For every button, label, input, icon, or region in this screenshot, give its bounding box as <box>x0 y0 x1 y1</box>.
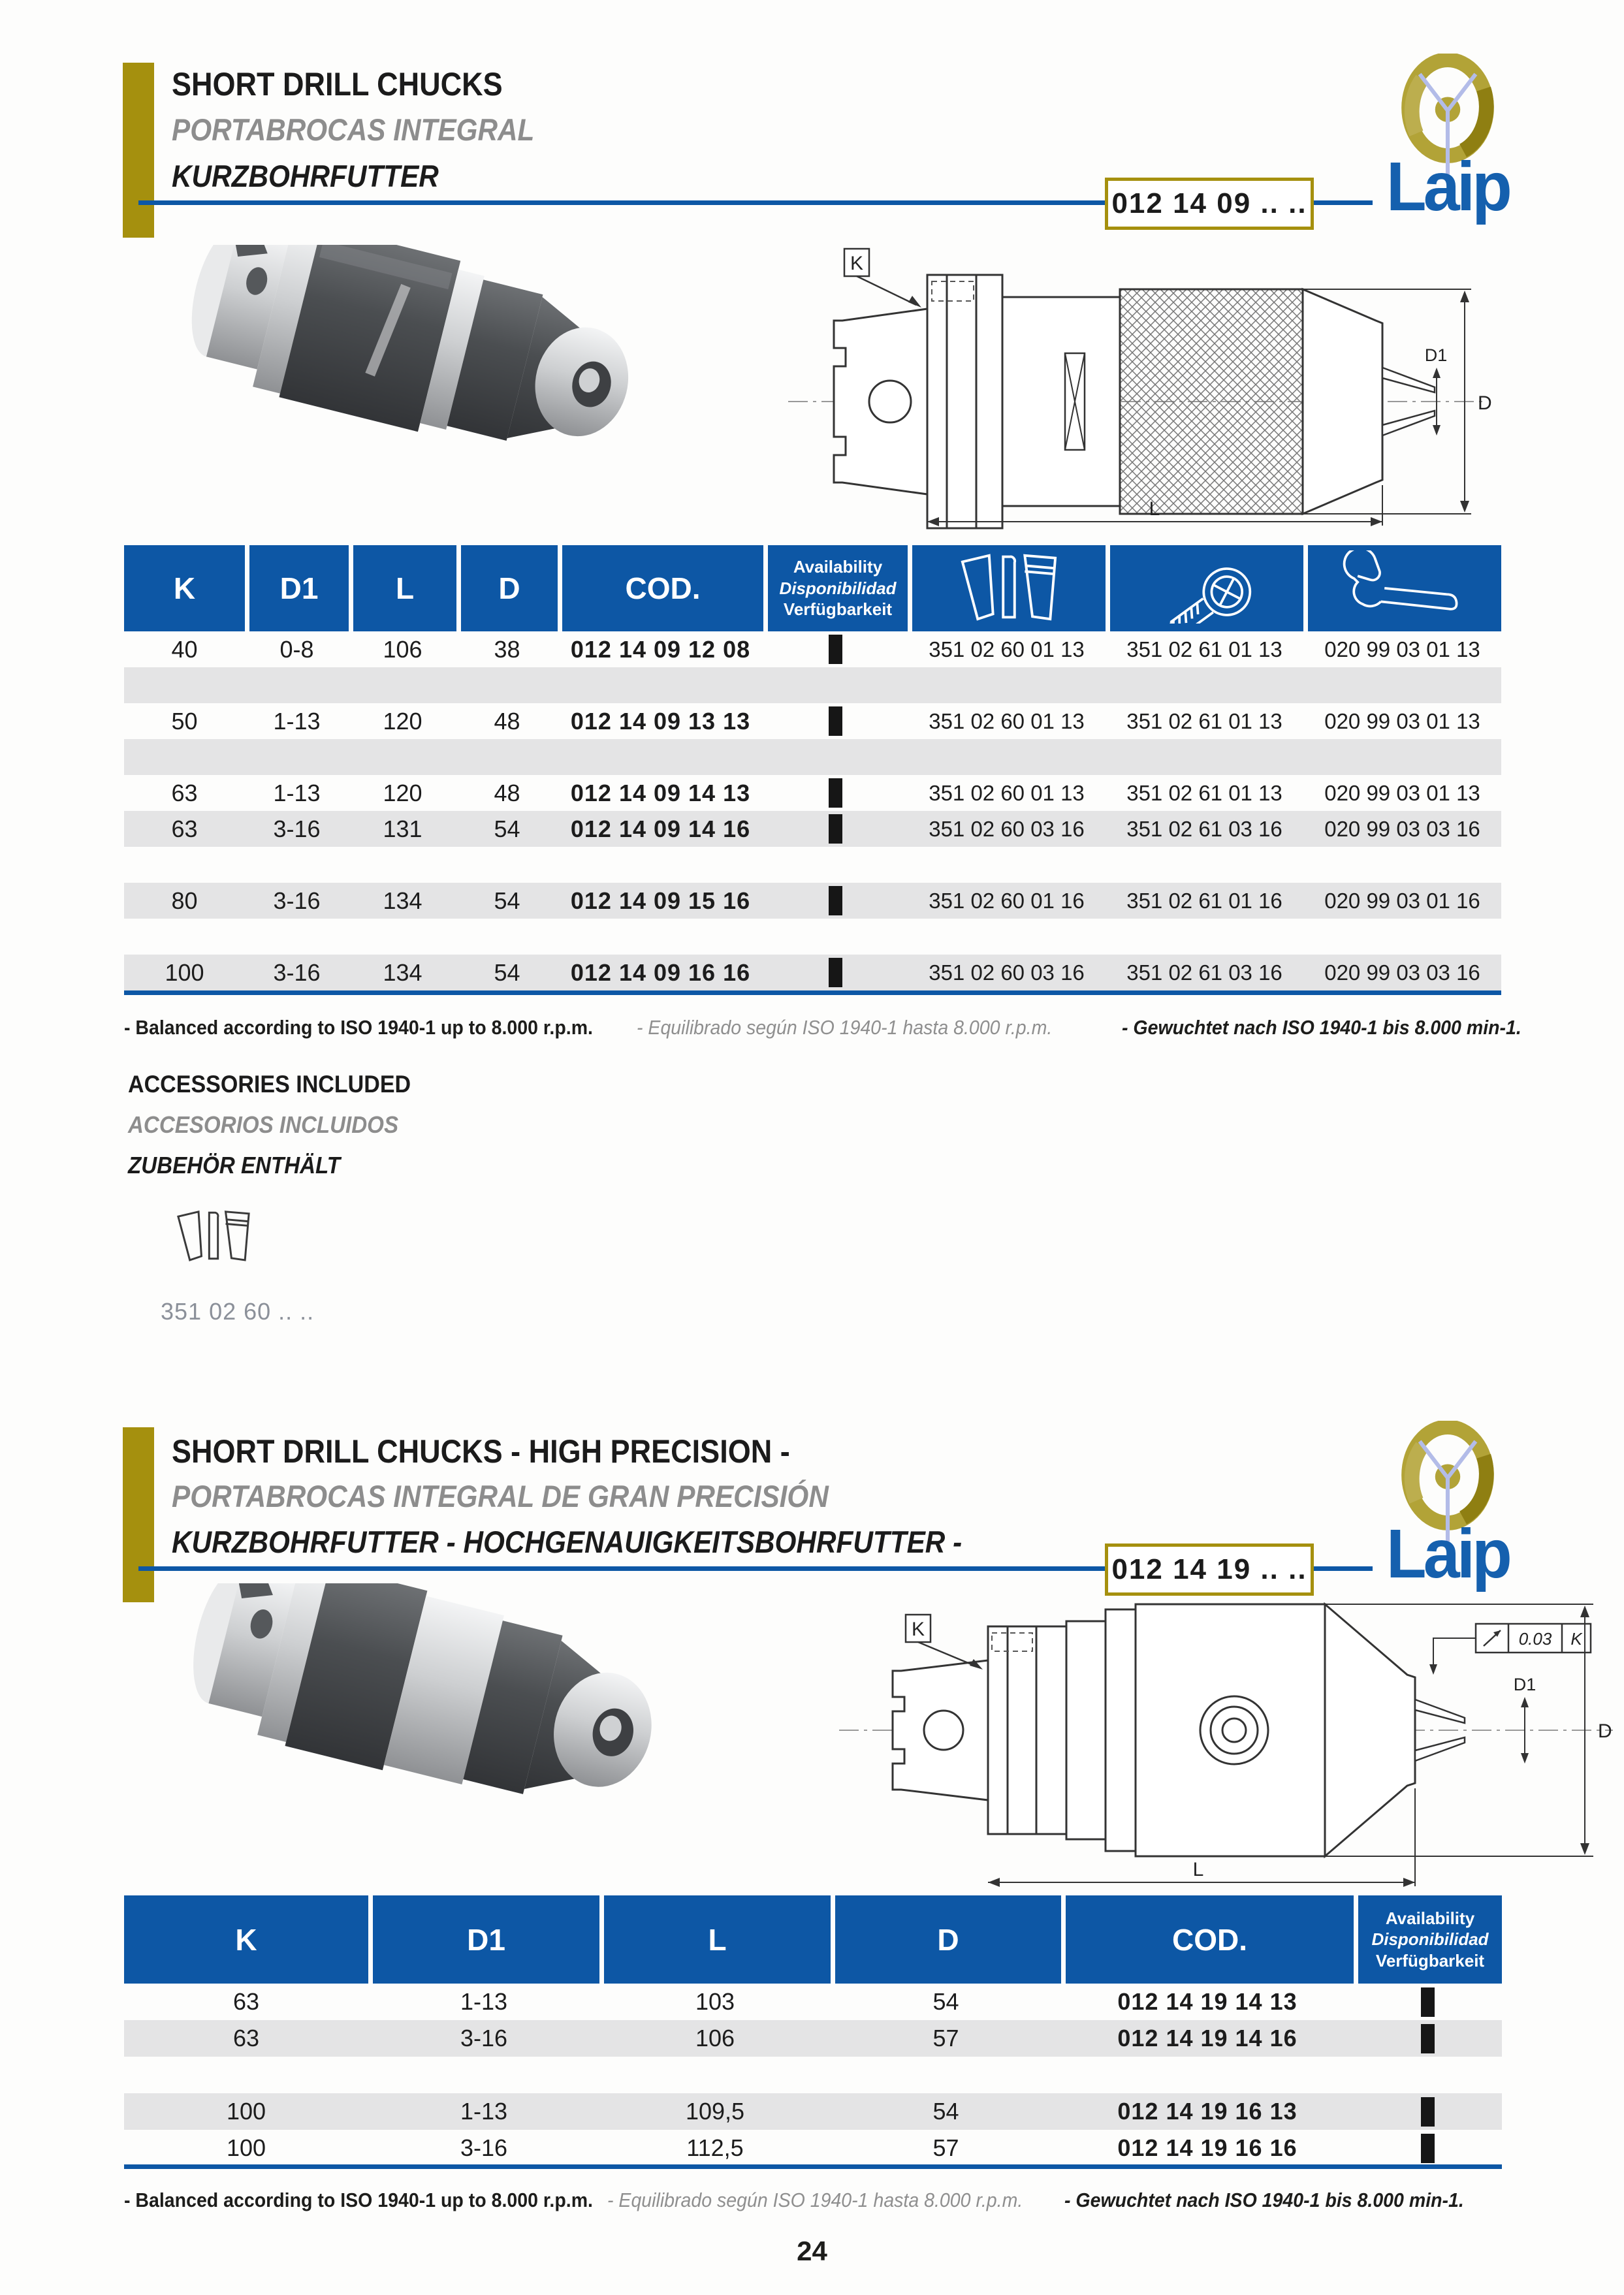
section2-title-de: KURZBOHRFUTTER - HOCHGENAUIGKEITSBOHRFUTTER - <box>172 1525 963 1559</box>
dim-l-label: L <box>1149 498 1160 520</box>
table-cell: 1-13 <box>273 707 321 735</box>
availability-block-icon <box>1421 2134 1435 2163</box>
empty-row-cell <box>124 739 1501 775</box>
runout-tolerance-frame <box>1429 1624 1591 1675</box>
empty-row-cell <box>124 2057 1502 2093</box>
drill-chuck-photo <box>147 245 633 532</box>
table-cell: 120 <box>383 779 422 806</box>
table2-bottom-rule <box>124 2164 1502 2169</box>
section1-code-box: 012 14 09 .. .. <box>1105 178 1314 230</box>
col-header-screw <box>1106 545 1303 631</box>
laip-logo <box>1353 54 1542 225</box>
table-cell: 106 <box>383 635 422 663</box>
availability-block-icon <box>829 706 842 736</box>
col-header-availability: Availability Disponibilidad Verfügbarkeit <box>1354 1895 1502 1984</box>
footnote-de: - Gewuchtet nach ISO 1940-1 bis 8.000 min-1. <box>1064 2189 1464 2211</box>
availability-marker <box>763 811 908 847</box>
table1-bottom-rule <box>124 990 1501 995</box>
spec-table-section1 <box>124 545 1501 990</box>
footnote-en: - Balanced according to ISO 1940-1 up to 8.000 r.p.m. <box>124 1016 593 1039</box>
table-row <box>124 1984 1502 2020</box>
dim-d1-label: D1 <box>1513 1675 1536 1694</box>
availability-block-icon <box>829 814 842 844</box>
col-header-d1: D1 <box>368 1895 599 1984</box>
availability-marker <box>763 955 908 990</box>
table-cell: 57 <box>932 2025 959 2051</box>
table-cell: 112,5 <box>686 2134 744 2161</box>
table-cell: 012 14 09 14 13 <box>570 779 751 806</box>
table-cell: 63 <box>232 2025 260 2051</box>
table-cell: 351 02 60 01 13 <box>929 708 1085 733</box>
table-cell: 020 99 03 01 13 <box>1324 637 1480 661</box>
footnote-es: - Equilibrado según ISO 1940-1 hasta 8.000 r.p.m. <box>637 1016 1053 1039</box>
availability-block-icon <box>829 778 842 808</box>
table-cell: 100 <box>165 958 204 986</box>
section2-title-en: SHORT DRILL CHUCKS - HIGH PRECISION - <box>172 1433 790 1470</box>
table-cell: 1-13 <box>273 779 321 806</box>
table-cell: 3-16 <box>460 2134 508 2161</box>
availability-marker <box>1354 1984 1502 2020</box>
table-row <box>124 919 1501 955</box>
table-cell: 020 99 03 01 16 <box>1324 888 1480 913</box>
dim-l-label: L <box>1192 1859 1204 1880</box>
availability-marker <box>763 775 908 811</box>
table-cell: 012 14 19 16 13 <box>1117 2098 1298 2125</box>
table-cell: 012 14 09 15 16 <box>570 887 751 914</box>
technical-drawing <box>833 1564 1619 1893</box>
table-row <box>124 955 1501 990</box>
table-cell: 012 14 09 14 16 <box>570 815 751 842</box>
table-row <box>124 631 1501 667</box>
laip-logo-text: Laip <box>1386 1515 1510 1592</box>
table-cell: 351 02 61 01 13 <box>1126 637 1282 661</box>
table-cell: 020 99 03 01 13 <box>1324 708 1480 733</box>
col-header-availability: Availability Disponibilidad Verfügbarkeit <box>763 545 908 631</box>
availability-marker <box>763 631 908 667</box>
table-row <box>124 883 1501 919</box>
table-cell: 351 02 61 01 16 <box>1126 888 1282 913</box>
table-cell: 0-8 <box>279 635 314 663</box>
accessories-code: 351 02 60 .. .. <box>161 1298 315 1325</box>
table-cell: 351 02 61 03 16 <box>1126 816 1282 841</box>
availability-marker <box>1354 2130 1502 2166</box>
table-cell: 012 14 09 12 08 <box>570 635 751 663</box>
table-cell: 3-16 <box>273 958 321 986</box>
availability-block-icon <box>1421 2097 1435 2127</box>
table-row <box>124 2057 1502 2093</box>
dim-d-label: D <box>1478 392 1492 414</box>
table-cell: 351 02 60 01 13 <box>929 637 1085 661</box>
table-cell: 012 14 19 14 13 <box>1117 1988 1298 2015</box>
col-header-d: D <box>831 1895 1061 1984</box>
col-header-l: L <box>349 545 456 631</box>
datum-k-label: K <box>911 1619 925 1640</box>
col-header-wrench <box>1303 545 1501 631</box>
footnote-es: - Equilibrado según ISO 1940-1 hasta 8.000 r.p.m. <box>607 2189 1023 2211</box>
table-cell: 012 14 09 13 13 <box>570 707 751 735</box>
table-row <box>124 847 1501 883</box>
table-cell: 40 <box>171 635 198 663</box>
availability-block-icon <box>1421 2024 1435 2053</box>
col-header-k: K <box>124 545 245 631</box>
col-header-k: K <box>124 1895 368 1984</box>
col-header-d1: D1 <box>245 545 349 631</box>
table-cell: 1-13 <box>460 2098 508 2125</box>
table-row <box>124 775 1501 811</box>
technical-drawing <box>780 238 1492 532</box>
availability-block-icon <box>829 635 842 664</box>
table-cell: 48 <box>494 707 520 735</box>
section1-title-es: PORTABROCAS INTEGRAL <box>172 112 535 147</box>
table-cell: 351 02 60 03 16 <box>929 816 1085 841</box>
table-cell: 106 <box>695 2025 735 2051</box>
empty-row-cell <box>124 667 1501 703</box>
table-cell: 63 <box>232 1988 260 2015</box>
table-cell: 100 <box>226 2134 266 2161</box>
table-cell: 134 <box>383 887 422 914</box>
section1-title-en: SHORT DRILL CHUCKS <box>172 66 503 103</box>
table-cell: 54 <box>494 958 520 986</box>
accessories-jaws-icon <box>172 1205 255 1267</box>
tolerance-value: 0.03 <box>1518 1629 1552 1649</box>
table-cell: 351 02 60 03 16 <box>929 960 1085 985</box>
table-cell: 38 <box>494 635 520 663</box>
col-header-cod: COD. <box>1061 1895 1354 1984</box>
table-cell: 3-16 <box>273 887 321 914</box>
dim-d-label: D <box>1598 1720 1612 1742</box>
availability-marker <box>763 883 908 919</box>
table-cell: 012 14 19 16 16 <box>1117 2134 1298 2161</box>
table-cell: 57 <box>932 2134 959 2161</box>
footnote-en: - Balanced according to ISO 1940-1 up to 8.000 r.p.m. <box>124 2189 593 2211</box>
section2-code-box: 012 14 19 .. .. <box>1105 1543 1314 1596</box>
table-cell: 351 02 60 01 13 <box>929 780 1085 805</box>
table-cell: 012 14 09 16 16 <box>570 958 751 986</box>
table-cell: 54 <box>494 815 520 842</box>
accessories-title-de: ZUBEHÖR ENTHÄLT <box>128 1152 341 1179</box>
accessories-title-en: ACCESSORIES INCLUDED <box>128 1071 411 1098</box>
drill-chuck-photo <box>147 1583 656 1890</box>
table-cell: 020 99 03 01 13 <box>1324 780 1480 805</box>
table-cell: 54 <box>494 887 520 914</box>
empty-row-cell <box>124 847 1501 883</box>
table-cell: 50 <box>171 707 198 735</box>
table-cell: 120 <box>383 707 422 735</box>
empty-row-cell <box>124 919 1501 955</box>
gold-accent-bar <box>123 63 154 238</box>
availability-marker <box>1354 2093 1502 2130</box>
footnote-de: - Gewuchtet nach ISO 1940-1 bis 8.000 min-1. <box>1122 1016 1521 1039</box>
section2-title-es: PORTABROCAS INTEGRAL DE GRAN PRECISIÓN <box>172 1479 829 1513</box>
table-cell: 020 99 03 03 16 <box>1324 816 1480 841</box>
col-header-jaws <box>908 545 1106 631</box>
col-header-l: L <box>599 1895 831 1984</box>
table-cell: 48 <box>494 779 520 806</box>
table-row <box>124 703 1501 739</box>
table-cell: 351 02 61 01 13 <box>1126 780 1282 805</box>
laip-logo <box>1353 1421 1542 1592</box>
gold-accent-bar <box>123 1427 154 1602</box>
table-cell: 012 14 19 14 16 <box>1117 2025 1298 2051</box>
jaws-icon <box>953 550 1064 624</box>
table-cell: 1-13 <box>460 1988 508 2015</box>
table-cell: 020 99 03 03 16 <box>1324 960 1480 985</box>
col-header-d: D <box>456 545 558 631</box>
table-row <box>124 2130 1502 2166</box>
table-cell: 63 <box>171 815 198 842</box>
table-cell: 351 02 61 01 13 <box>1126 708 1282 733</box>
table-cell: 3-16 <box>273 815 321 842</box>
page-number: 24 <box>797 2236 827 2266</box>
availability-block-icon <box>829 958 842 987</box>
table-cell: 109,5 <box>685 2098 745 2125</box>
table-cell: 134 <box>383 958 422 986</box>
availability-marker <box>763 703 908 739</box>
table-cell: 351 02 61 03 16 <box>1126 960 1282 985</box>
table-row <box>124 2020 1502 2057</box>
accessories-title-es: ACCESORIOS INCLUIDOS <box>128 1111 399 1138</box>
dim-d1-label: D1 <box>1424 345 1448 365</box>
spec-table-section2 <box>124 1895 1502 2166</box>
table-cell: 54 <box>932 2098 959 2125</box>
availability-block-icon <box>829 886 842 915</box>
col-header-cod: COD. <box>558 545 763 631</box>
table-cell: 3-16 <box>460 2025 508 2051</box>
availability-marker <box>1354 2020 1502 2057</box>
availability-block-icon <box>1421 1987 1435 2017</box>
wrench-icon <box>1336 550 1473 624</box>
table-cell: 103 <box>695 1988 735 2015</box>
table-row <box>124 2093 1502 2130</box>
datum-k-label: K <box>850 253 864 274</box>
section1-title-de: KURZBOHRFUTTER <box>172 159 439 193</box>
screw-icon <box>1138 550 1275 624</box>
table-row <box>124 739 1501 775</box>
table-row <box>124 667 1501 703</box>
table-cell: 351 02 60 01 16 <box>929 888 1085 913</box>
table-cell: 131 <box>383 815 422 842</box>
table-cell: 80 <box>171 887 198 914</box>
table-row <box>124 811 1501 847</box>
tolerance-datum: K <box>1570 1629 1582 1649</box>
table-cell: 63 <box>171 779 198 806</box>
table-cell: 100 <box>226 2098 266 2125</box>
laip-logo-text: Laip <box>1386 148 1510 225</box>
table-cell: 54 <box>932 1988 959 2015</box>
